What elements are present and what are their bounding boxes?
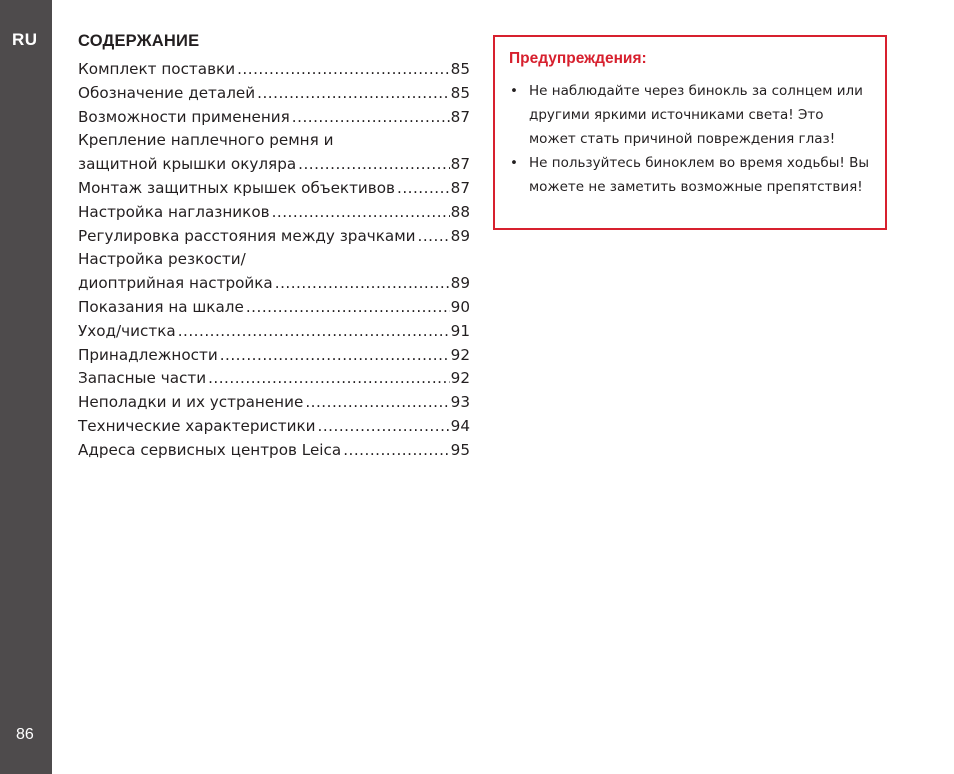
toc-entry-text: Комплект поставки [78, 60, 236, 78]
toc-entry-text: Монтаж защитных крышек объективов [78, 178, 395, 197]
toc-line [78, 272, 470, 296]
toc-leader-dots [343, 439, 449, 463]
toc-entry-page: 87 [450, 107, 470, 126]
toc-entry-page: 91 [450, 321, 470, 340]
toc-line [78, 225, 470, 249]
toc-line [78, 320, 470, 344]
toc-line [78, 248, 470, 272]
toc-entry-text: Показания на шкале [78, 297, 244, 316]
toc-entry-page: 87 [450, 155, 470, 174]
toc-title: СОДЕРЖАНИЕ [78, 32, 200, 50]
toc-entry-text: Регулировка расстояния между зрачками [78, 226, 416, 245]
toc-entry[interactable] [78, 129, 470, 177]
bullet-icon: • [510, 83, 518, 99]
toc-entry-page: 93 [450, 393, 470, 412]
toc-entry-text: Запасные части [78, 369, 207, 388]
toc-line [78, 129, 470, 153]
page-number: 86 [16, 726, 34, 743]
language-label: RU [12, 30, 38, 49]
toc-entry-text: Уход/чистка [78, 321, 176, 340]
toc-entry-text: Принадлежности [78, 345, 218, 364]
toc-entry-text: Технические характеристики [78, 416, 316, 435]
warning-item-text: Не пользуйтесь биноклем во время ходьбы! Вы можете не заметить возможные препятствия! [529, 155, 870, 195]
toc-line [78, 201, 470, 225]
toc-entry-page: 92 [450, 345, 470, 364]
toc-leader-dots [275, 272, 450, 296]
toc-entry-text: Обозначение деталей [78, 83, 256, 102]
side-strip [0, 0, 52, 774]
toc-leader-dots [208, 367, 450, 391]
toc-entry[interactable] [78, 225, 470, 249]
warning-box [493, 35, 887, 230]
toc-entry-text: Крепление наплечного ремня и [78, 131, 334, 150]
toc-line [78, 58, 470, 82]
toc-leader-dots [418, 225, 450, 249]
toc-entry-page: 85 [450, 83, 470, 102]
toc-entry-text: Возможности применения [78, 107, 290, 126]
toc-leader-dots [298, 153, 450, 177]
toc-entry-page: 88 [450, 202, 470, 221]
toc-entry-page: 92 [450, 369, 470, 388]
toc-line [78, 439, 470, 463]
table-of-contents [78, 30, 470, 463]
toc-leader-dots [397, 177, 450, 201]
toc-entry[interactable] [78, 106, 470, 130]
toc-entry-page: 87 [450, 178, 470, 197]
toc-leader-dots [178, 320, 450, 344]
toc-entry[interactable] [78, 296, 470, 320]
toc-entry-text: Настройка резкости/ [78, 250, 246, 269]
toc-line [78, 106, 470, 130]
toc-line [78, 367, 470, 391]
toc-line [78, 415, 470, 439]
toc-entry-page: 89 [450, 226, 470, 245]
toc-entry-text: диоптрийная настройка [78, 274, 273, 293]
toc-line [78, 82, 470, 106]
toc-entry-page: 85 [450, 60, 470, 78]
toc-entry-page: 90 [450, 297, 470, 316]
warning-title: Предупреждения: [509, 50, 647, 67]
toc-leader-dots [246, 296, 450, 320]
toc-line [78, 153, 470, 177]
toc-entry[interactable] [78, 391, 470, 415]
toc-entry-text: Неполадки и их устранение [78, 393, 304, 412]
toc-entry[interactable] [78, 439, 470, 463]
toc-entry-page: 89 [450, 274, 470, 293]
toc-entry[interactable] [78, 201, 470, 225]
toc-entry-text: защитной крышки окуляра [78, 155, 297, 174]
toc-leader-dots [305, 391, 449, 415]
toc-entry-page: 94 [450, 416, 470, 435]
warning-item [509, 79, 871, 151]
toc-entry[interactable] [78, 367, 470, 391]
toc-entry[interactable] [78, 248, 470, 296]
toc-line [78, 344, 470, 368]
toc-line [78, 296, 470, 320]
warning-item [509, 151, 871, 199]
toc-entry-text: Настройка наглазников [78, 202, 270, 221]
toc-leader-dots [220, 344, 450, 368]
toc-leader-dots [257, 82, 450, 106]
warning-item-text: Не наблюдайте через бинокль за солнцем или другими яркими источниками света! Это может стать причиной повреждения глаз! [529, 83, 863, 147]
toc-list [78, 58, 470, 463]
bullet-icon: • [510, 155, 518, 171]
toc-entry[interactable] [78, 58, 470, 82]
toc-entry-page: 95 [450, 440, 470, 459]
toc-leader-dots [237, 58, 450, 82]
toc-entry[interactable] [78, 415, 470, 439]
toc-leader-dots [272, 201, 450, 225]
toc-entry[interactable] [78, 82, 470, 106]
toc-line [78, 391, 470, 415]
toc-entry[interactable] [78, 177, 470, 201]
toc-entry[interactable] [78, 320, 470, 344]
toc-entry-text: Адреса сервисных центров Leica [78, 440, 342, 459]
warning-list [509, 79, 871, 199]
toc-leader-dots [318, 415, 450, 439]
toc-entry[interactable] [78, 344, 470, 368]
toc-line [78, 177, 470, 201]
toc-leader-dots [292, 106, 450, 130]
